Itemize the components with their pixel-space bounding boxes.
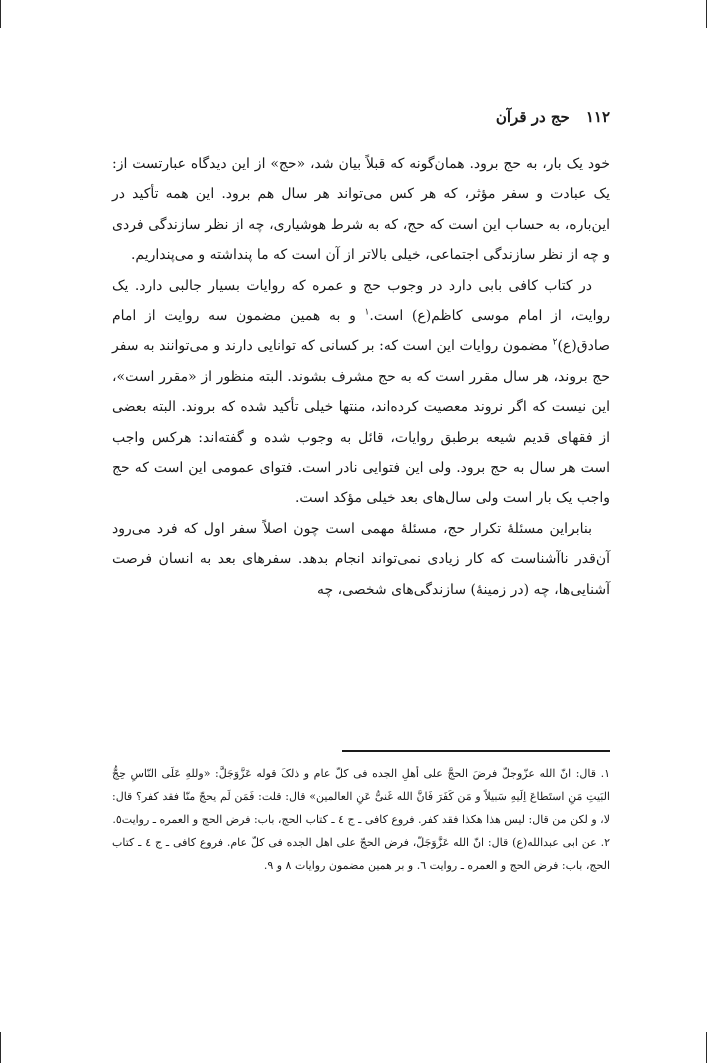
crop-mark-top-right [706,0,707,28]
footnote-1: ۱. قال: انّ الله عزّوجلّ فرضَ الحجَّ علی أهلِ الجده فی کلّ عام و ذلکَ قوله عَزَّوَجَلَّ: «وللهِ عَلَی النّاسِ حِجُّ البَیتِ مَنِ استَطاعَ اِلَیهِ سَبیلاً و مَن کَفَرَ فَانَّ الله غَنیُّ عَنِ العالمین» قال: قلت: فَمَن لَم یحجّ منّا فقد کفر؟ قال: لا، و لکن من قال: لیس هذا هکذا فقد کفر. فروع کافی ـ ج ٤ ـ کتاب الحج، باب: فرض الحج و العمره ـ روایت٥. [112,767,610,826]
running-head [112,108,610,138]
paragraph-3-text: بنابراین مسئلهٔ تکرار حج، مسئلهٔ مهمی است چون اصلاً سفر اول که فرد می‌رود آن‌قدر ناآشناست که کار زیادی نمی‌تواند انجام بدهد. سفرهای بعد به انسان فرصت آشنایی‌ها، چه (در زمینهٔ) سازندگی‌های شخصی، چه [112,520,610,598]
paragraph-1-text: خود یک بار، به حج برود. همان‌گونه که قبلاً بیان شد، «حج» از این دیدگاه عبارتست از: یک عبادت و سفر مؤثر، که هر کس می‌تواند هر سال هم برود. این همه تأکید در این‌باره، به حساب این است که حج، که به شرط هوشیاری، چه از نظر سازندگی فردی و چه از نظر سازندگی اجتماعی، خیلی بالاتر از آن است که ما پنداشته و می‌پنداریم. [112,156,610,264]
footnote-2: ۲. عن ابی عبدالله(ع) قال: انّ الله عَزَّوَجَلّ، فرض الحجّ علی اهل الجده فی کلّ عام. فروع کافی ـ ج ٤ ـ کتاب الحج، باب: فرض الحج و العمره ـ روایت ٦. و بر همین مضمون روایات ٨ و ٩. [112,836,611,872]
crop-mark-bottom-right [706,1032,707,1063]
paragraph-2 [112,271,610,514]
paragraph-2-text-end: مضمون روایات این است که: بر کسانی که توانایی دارند و می‌توانند به سفر حج بروند، هر سال مقرر است که به حج مشرف بشوند. البته منظور از «مقرر است»، این نیست که اگر نروند معصیت کرده‌اند، منتها خیلی تأکید شده که بروند. البته بعضی از فقهای قدیم شیعه برطبق روایات، قائل به وجوب شده و گفته‌اند: هرکس واجب است هر سال به حج برود. ولی این فتوایی نادر است. فتوای عمومی این است که حج واجب یک بار است ولی سال‌های بعد خیلی مؤکد است. [112,338,610,507]
page-number: ۱۱۲ [585,108,610,126]
crop-mark-bottom-left [0,1032,1,1063]
footnote-ref-1[interactable]: ۱ [364,307,370,318]
paragraph-2-text-middle: و به همین مضمون سه روایت از امام صادق(ع) [112,308,610,355]
paragraph-1 [112,149,610,271]
paragraph-3 [112,514,610,605]
footnotes [112,762,610,877]
paragraph-2-text-start: در کتاب کافی بابی دارد در وجوب حج و عمره که روایات بسیار جالبی دارد. یک روایت، از امام موسی کاظم(ع) است. [112,277,610,325]
footnote-separator [342,750,610,752]
body-text [112,149,610,605]
running-head-title: حج در قرآن [495,108,570,126]
page-content [112,108,610,605]
crop-mark-top-left [0,0,1,28]
footnote-ref-2[interactable]: ۲ [552,337,558,348]
